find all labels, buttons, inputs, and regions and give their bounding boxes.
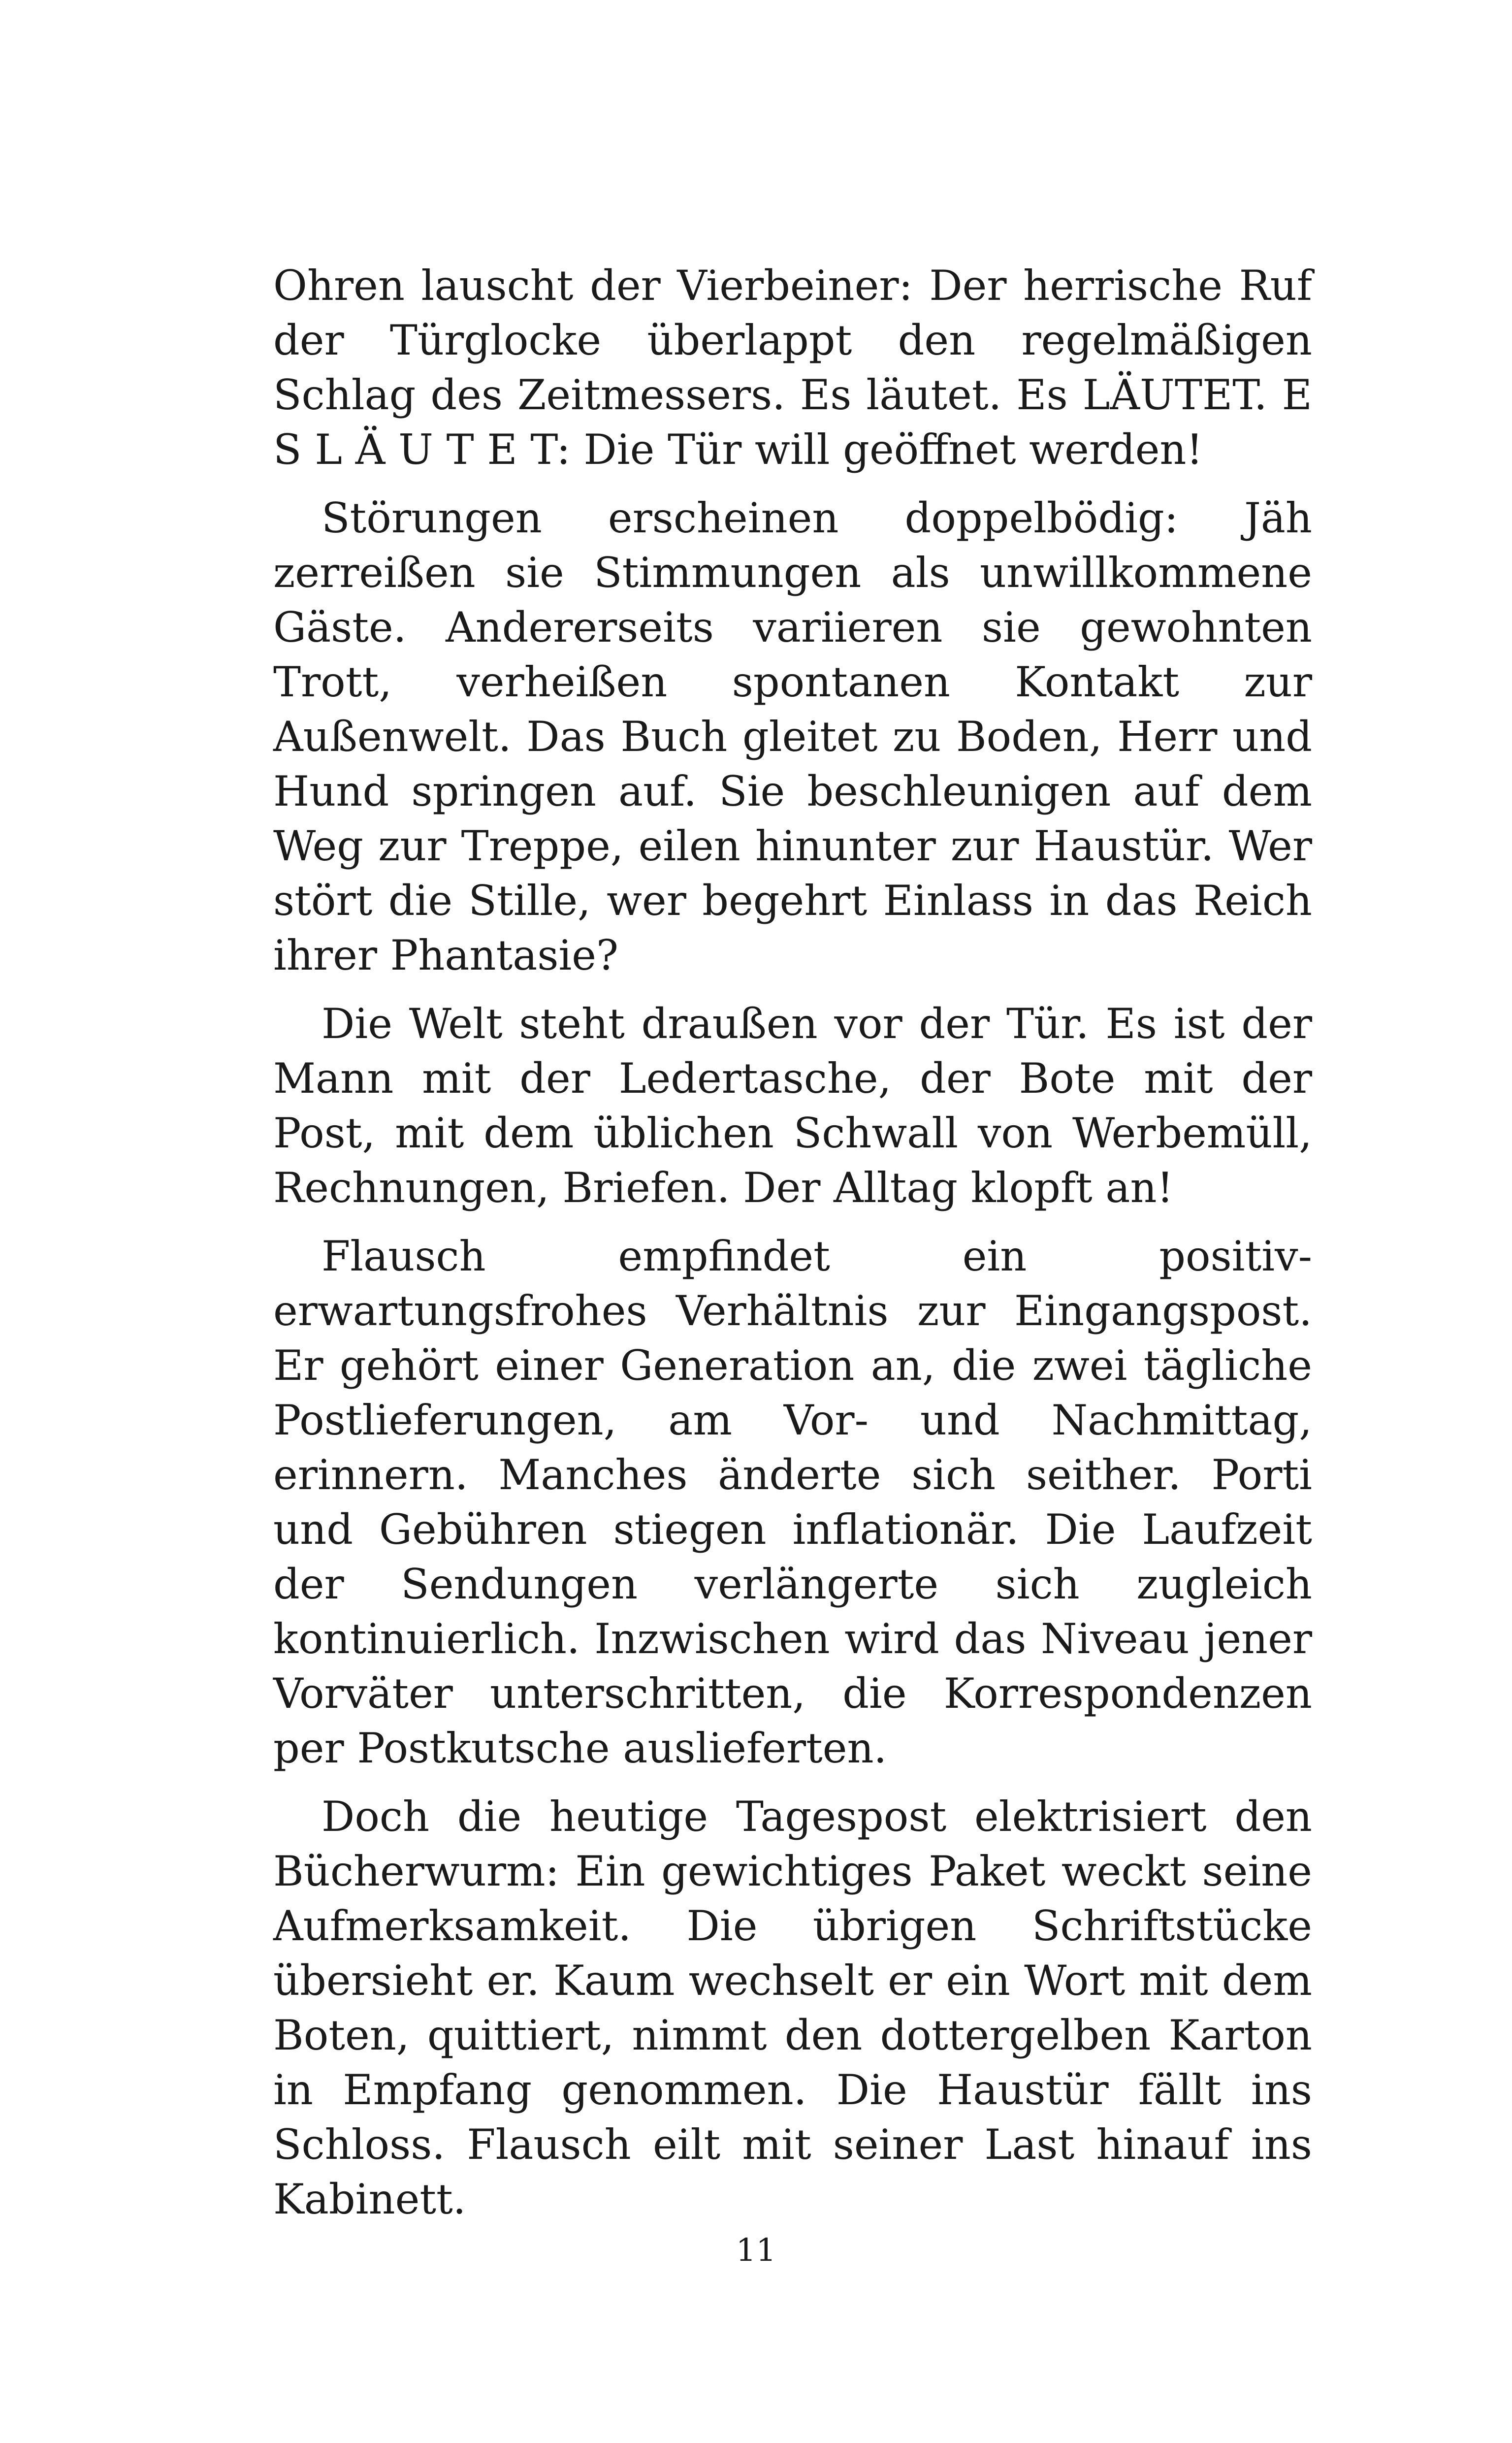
paragraph-1: Ohren lauscht der Vierbeiner: Der herrische Ruf der Türglocke überlappt den regelmäßigen Schlag des Zeitmessers. Es läutet. Es LÄUTET. E S L Ä U T E T: Die Tür will geöffnet werden! [273, 261, 1312, 474]
paragraph-3: Die Welt steht draußen vor der Tür. Es ist der Mann mit der Ledertasche, der Bote mit der Post, mit dem üblichen Schwall von Werbemüll, Rechnungen, Briefen. Der Alltag klopft an! [273, 1000, 1312, 1212]
paragraph-4: Flausch empfindet ein positiv-erwartungsfrohes Verhältnis zur Eingangspost. Er gehört einer Generation an, die zwei tägliche Postlieferungen, am Vor- und Nachmittag, erinnern. Manches änderte sich seither. Porti und Gebühren stiegen inflationär. Die Laufzeit der Sendungen verlängerte sich zugleich kontinuierlich. Inzwischen wird das Niveau jener Vorväter unterschritten, die Korrespondenzen per Postkutsche auslieferten. [273, 1232, 1312, 1772]
page-number: 11 [736, 2232, 776, 2269]
body-text [273, 259, 1312, 2241]
paragraph-5: Doch die heutige Tagespost elektrisiert den Bücherwurm: Ein gewichtiges Paket weckt seine Aufmerksamkeit. Die übrigen Schriftstücke übersieht er. Kaum wechselt er ein Wort mit dem Boten, quittiert, nimmt den dottergelben Karton in Empfang genommen. Die Haustür fällt ins Schloss. Flausch eilt mit seiner Last hinauf ins Kabinett. [273, 1792, 1312, 2223]
paragraph-2: Störungen erscheinen doppelbödig: Jäh zerreißen sie Stimmungen als unwillkommene Gäste. Andererseits variieren sie gewohnten Trott, verheißen spontanen Kontakt zur Außenwelt. Das Buch gleitet zu Boden, Herr und Hund springen auf. Sie beschleunigen auf dem Weg zur Treppe, eilen hinunter zur Haustür. Wer stört die Stille, wer begehrt Einlass in das Reich ihrer Phantasie? [273, 494, 1312, 979]
